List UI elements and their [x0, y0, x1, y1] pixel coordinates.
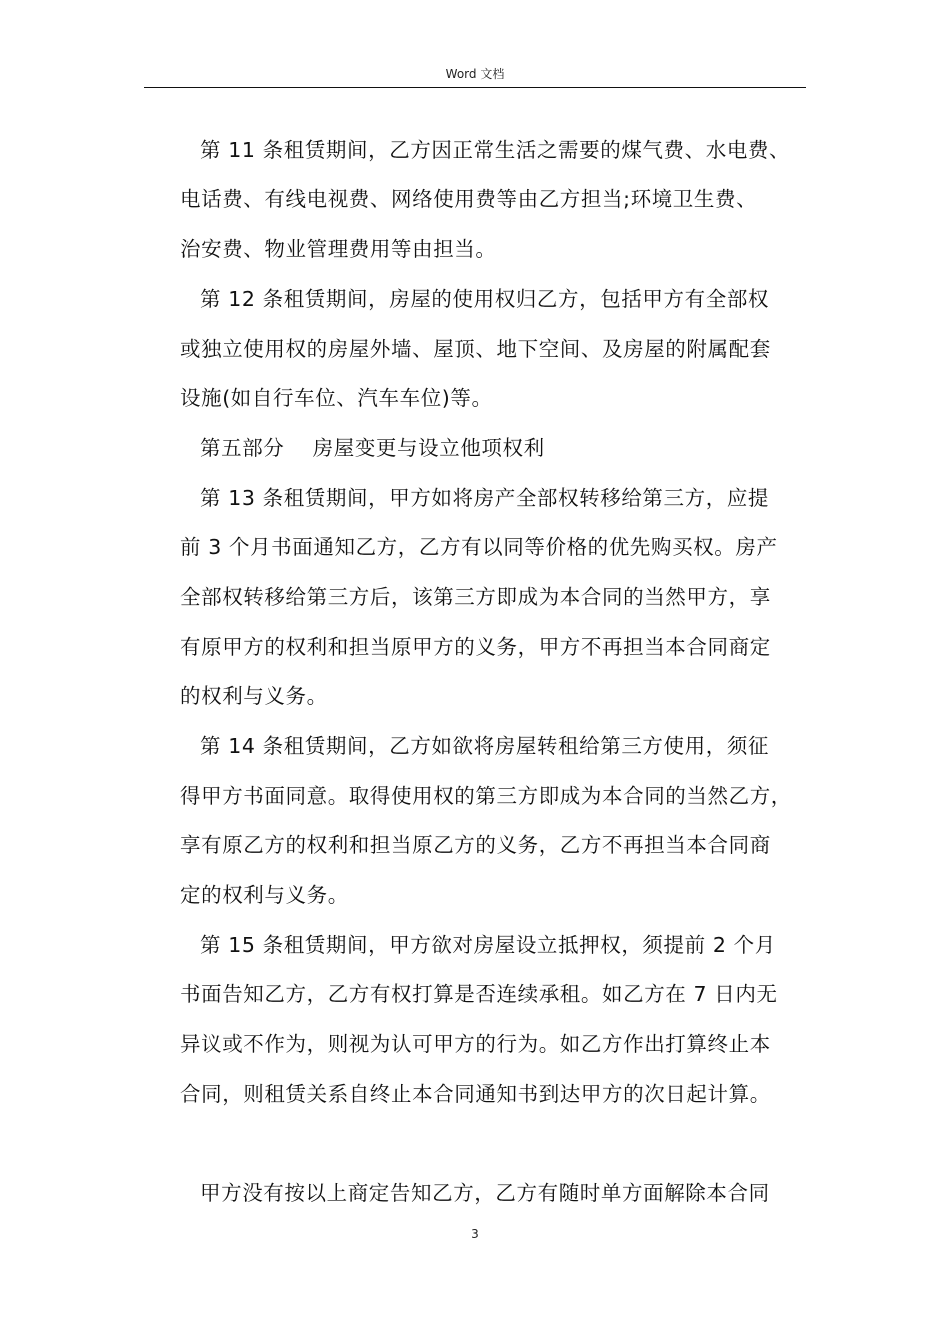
paragraph-line: 合同，则租赁关系自终止本合同通知书到达甲方的次日起计算。: [180, 1082, 771, 1106]
paragraph-line: 电话费、有线电视费、网络使用费等由乙方担当;环境卫生费、: [180, 187, 758, 211]
paragraph-line: 异议或不作为，则视为认可甲方的行为。如乙方作出打算终止本: [180, 1032, 771, 1056]
paragraph-line: 全部权转移给第三方后，该第三方即成为本合同的当然甲方，享: [180, 585, 771, 609]
paragraph-line: 第 11 条租赁期间，乙方因正常生活之需要的煤气费、水电费、: [200, 138, 791, 162]
paragraph-line: 享有原乙方的权利和担当原乙方的义务，乙方不再担当本合同商: [180, 833, 771, 857]
page-header: Word 文档: [445, 67, 505, 81]
paragraph-line: 得甲方书面同意。取得使用权的第三方即成为本合同的当然乙方，: [180, 784, 792, 808]
paragraph-line: 书面告知乙方，乙方有权打算是否连续承租。如乙方在 7 日内无: [180, 982, 778, 1006]
paragraph-line: 第 15 条租赁期间，甲方欲对房屋设立抵押权，须提前 2 个月: [200, 933, 776, 957]
paragraph-line: 治安费、物业管理费用等由担当。: [180, 237, 497, 261]
paragraph-line: 有原甲方的权利和担当原甲方的义务，甲方不再担当本合同商定: [180, 635, 771, 659]
header-divider: [144, 87, 806, 88]
paragraph-line: 设施(如自行车位、汽车车位)等。: [180, 386, 493, 410]
paragraph-line: 的权利与义务。: [180, 684, 328, 708]
paragraph-line: 前 3 个月书面通知乙方，乙方有以同等价格的优先购买权。房产: [180, 535, 778, 559]
paragraph-line: 第 12 条租赁期间，房屋的使用权归乙方，包括甲方有全部权: [200, 287, 770, 311]
page-number: 3: [471, 1227, 479, 1241]
paragraph-line: 甲方没有按以上商定告知乙方，乙方有随时单方面解除本合同: [200, 1181, 770, 1205]
paragraph-line: 定的权利与义务。: [180, 883, 349, 907]
paragraph-line: 第 13 条租赁期间，甲方如将房产全部权转移给第三方，应提: [200, 486, 770, 510]
paragraph-line: 第 14 条租赁期间，乙方如欲将房屋转租给第三方使用，须征: [200, 734, 770, 758]
section-heading: 第五部分 房屋变更与设立他项权利: [200, 436, 545, 460]
paragraph-line: 或独立使用权的房屋外墙、屋顶、地下空间、及房屋的附属配套: [180, 337, 771, 361]
